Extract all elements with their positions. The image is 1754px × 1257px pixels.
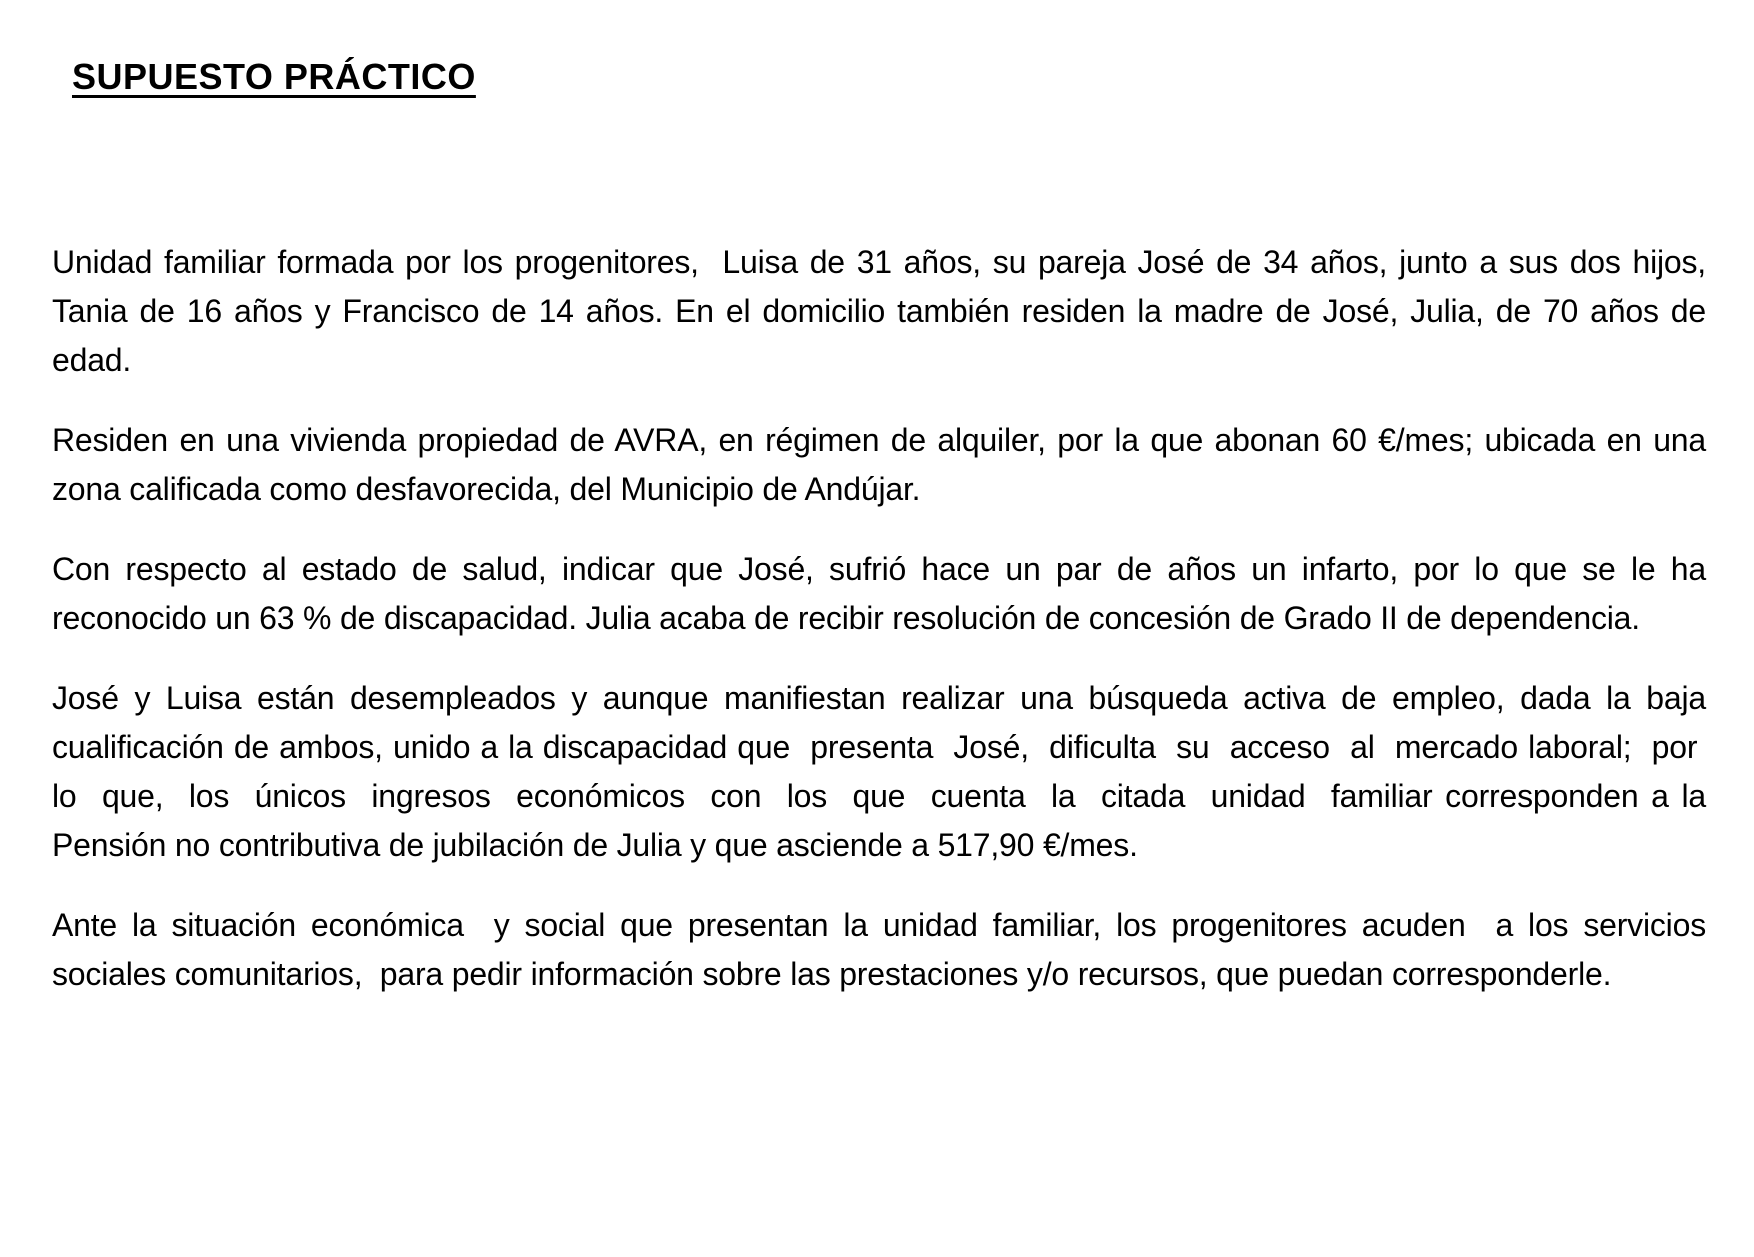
paragraph-social-services: Ante la situación económica y social que presentan la unidad familiar, los progenitores acuden a los servicios sociales comunitarios, para pedir información sobre las prestaciones y/o recursos, que puedan corresponderle. xyxy=(52,907,1706,993)
document-body xyxy=(52,238,1706,999)
paragraph-health: Con respecto al estado de salud, indicar que José, sufrió hace un par de años un infarto, por lo que se le ha reconocido un 63 % de discapacidad. Julia acaba de recibir resolución de concesión de Grado II de dependencia. xyxy=(52,551,1706,637)
paragraph-housing: Residen en una vivienda propiedad de AVRA, en régimen de alquiler, por la que abonan 60 €/mes; ubicada en una zona calificada como desfavorecida, del Municipio de Andújar. xyxy=(52,422,1706,508)
document-title: SUPUESTO PRÁCTICO xyxy=(72,56,476,97)
paragraph-employment-income: José y Luisa están desempleados y aunque manifiestan realizar una búsqueda activa de empleo, dada la baja cualificación de ambos, unido a la discapacidad que presenta José, dificulta su acceso al mercado laboral; por lo que, los únicos ingresos económicos con los que cuenta la citada unidad familiar corresponden a la Pensión no contributiva de jubilación de Julia y que asciende a 517,90 €/mes. xyxy=(52,680,1706,864)
paragraph-family-unit: Unidad familiar formada por los progenitores, Luisa de 31 años, su pareja José de 34 años, junto a sus dos hijos, Tania de 16 años y Francisco de 14 años. En el domicilio también residen la madre de José, Julia, de 70 años de edad. xyxy=(52,244,1706,379)
